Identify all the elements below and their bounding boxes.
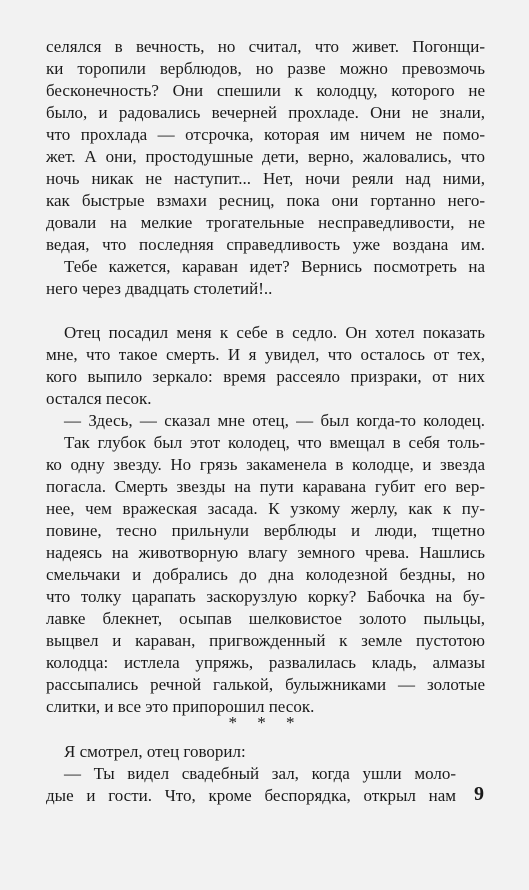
text-line: ко одну звезду. Но грязь закаменела в колодце, и звезда xyxy=(46,455,485,474)
text-line: ведая, что последняя справедливость уже воздана им. xyxy=(46,235,485,254)
text-line: Так глубок был этот колодец, что вмещал в себя толь- xyxy=(64,433,485,452)
text-line: него через двадцать столетий!.. xyxy=(46,279,273,298)
text-line: ки торопили верблюдов, но разве можно превозмочь xyxy=(46,59,485,78)
text-line: повине, тесно прильнули верблюды и люди, тщетно xyxy=(46,521,485,540)
text-line: — Здесь, — сказал мне отец, — был когда-то колодец. xyxy=(64,411,485,430)
text-line: довали на мелкие трогательные несправедливости, не xyxy=(46,213,485,232)
text-line: Я смотрел, отец говорил: xyxy=(64,742,246,761)
text-line: смельчаки и добрались до дна колодезной бездны, но xyxy=(46,565,485,584)
text-line: дые и гости. Что, кроме беспорядка, открыл нам xyxy=(46,786,456,805)
text-line: селялся в вечность, но считал, что живет. Погонщи- xyxy=(46,37,485,56)
text-line: Отец посадил меня к себе в седло. Он хотел показать xyxy=(64,323,485,342)
text-line: лавке блекнет, осыпав шелковистое золото пыльцы, xyxy=(46,609,485,628)
text-line: выцвел и караван, пригвожденный к земле пустотою xyxy=(46,631,485,650)
text-line: что толку царапать заскорузлую корку? Бабочка на бу- xyxy=(46,587,485,606)
text-line: кого выпило зеркало: время рассеяло призраки, от них xyxy=(46,367,485,386)
text-line: нее, чем вражеская засада. К узкому жерлу, как к пу- xyxy=(46,499,485,518)
text-line: мне, что такое смерть. И я увидел, что осталось от тех, xyxy=(46,345,485,364)
text-line: Тебе кажется, караван идет? Вернись посмотреть на xyxy=(64,257,485,276)
text-line: ночь никак не наступит... Нет, ночи реяли над ними, xyxy=(46,169,485,188)
section-separator: * * * xyxy=(228,713,303,732)
text-line: надеясь на животворную влагу земного чрева. Нашлись xyxy=(46,543,485,562)
text-line: рассыпались речной галькой, булыжниками — золотые xyxy=(46,675,485,694)
text-line: колодца: истлела упряжь, развалилась кладь, алмазы xyxy=(46,653,485,672)
page-number: 9 xyxy=(474,783,484,805)
text-line: как быстрые взмахи ресниц, пока они гортанно него- xyxy=(46,191,485,210)
text-line: — Ты видел свадебный зал, когда ушли моло- xyxy=(64,764,456,783)
text-line: погасла. Смерть звезды на пути каравана губит его вер- xyxy=(46,477,485,496)
text-line: остался песок. xyxy=(46,389,152,408)
text-line: слитки, и все это припорошил песок. xyxy=(46,697,315,716)
text-line: бесконечность? Они спешили к колодцу, которого не xyxy=(46,81,485,100)
text-line: что прохлада — отсрочка, которая им ничем не помо- xyxy=(46,125,485,144)
text-line: жет. А они, простодушные дети, верно, жаловались, что xyxy=(46,147,485,166)
text-line: было, и радовались вечерней прохладе. Они не знали, xyxy=(46,103,485,122)
